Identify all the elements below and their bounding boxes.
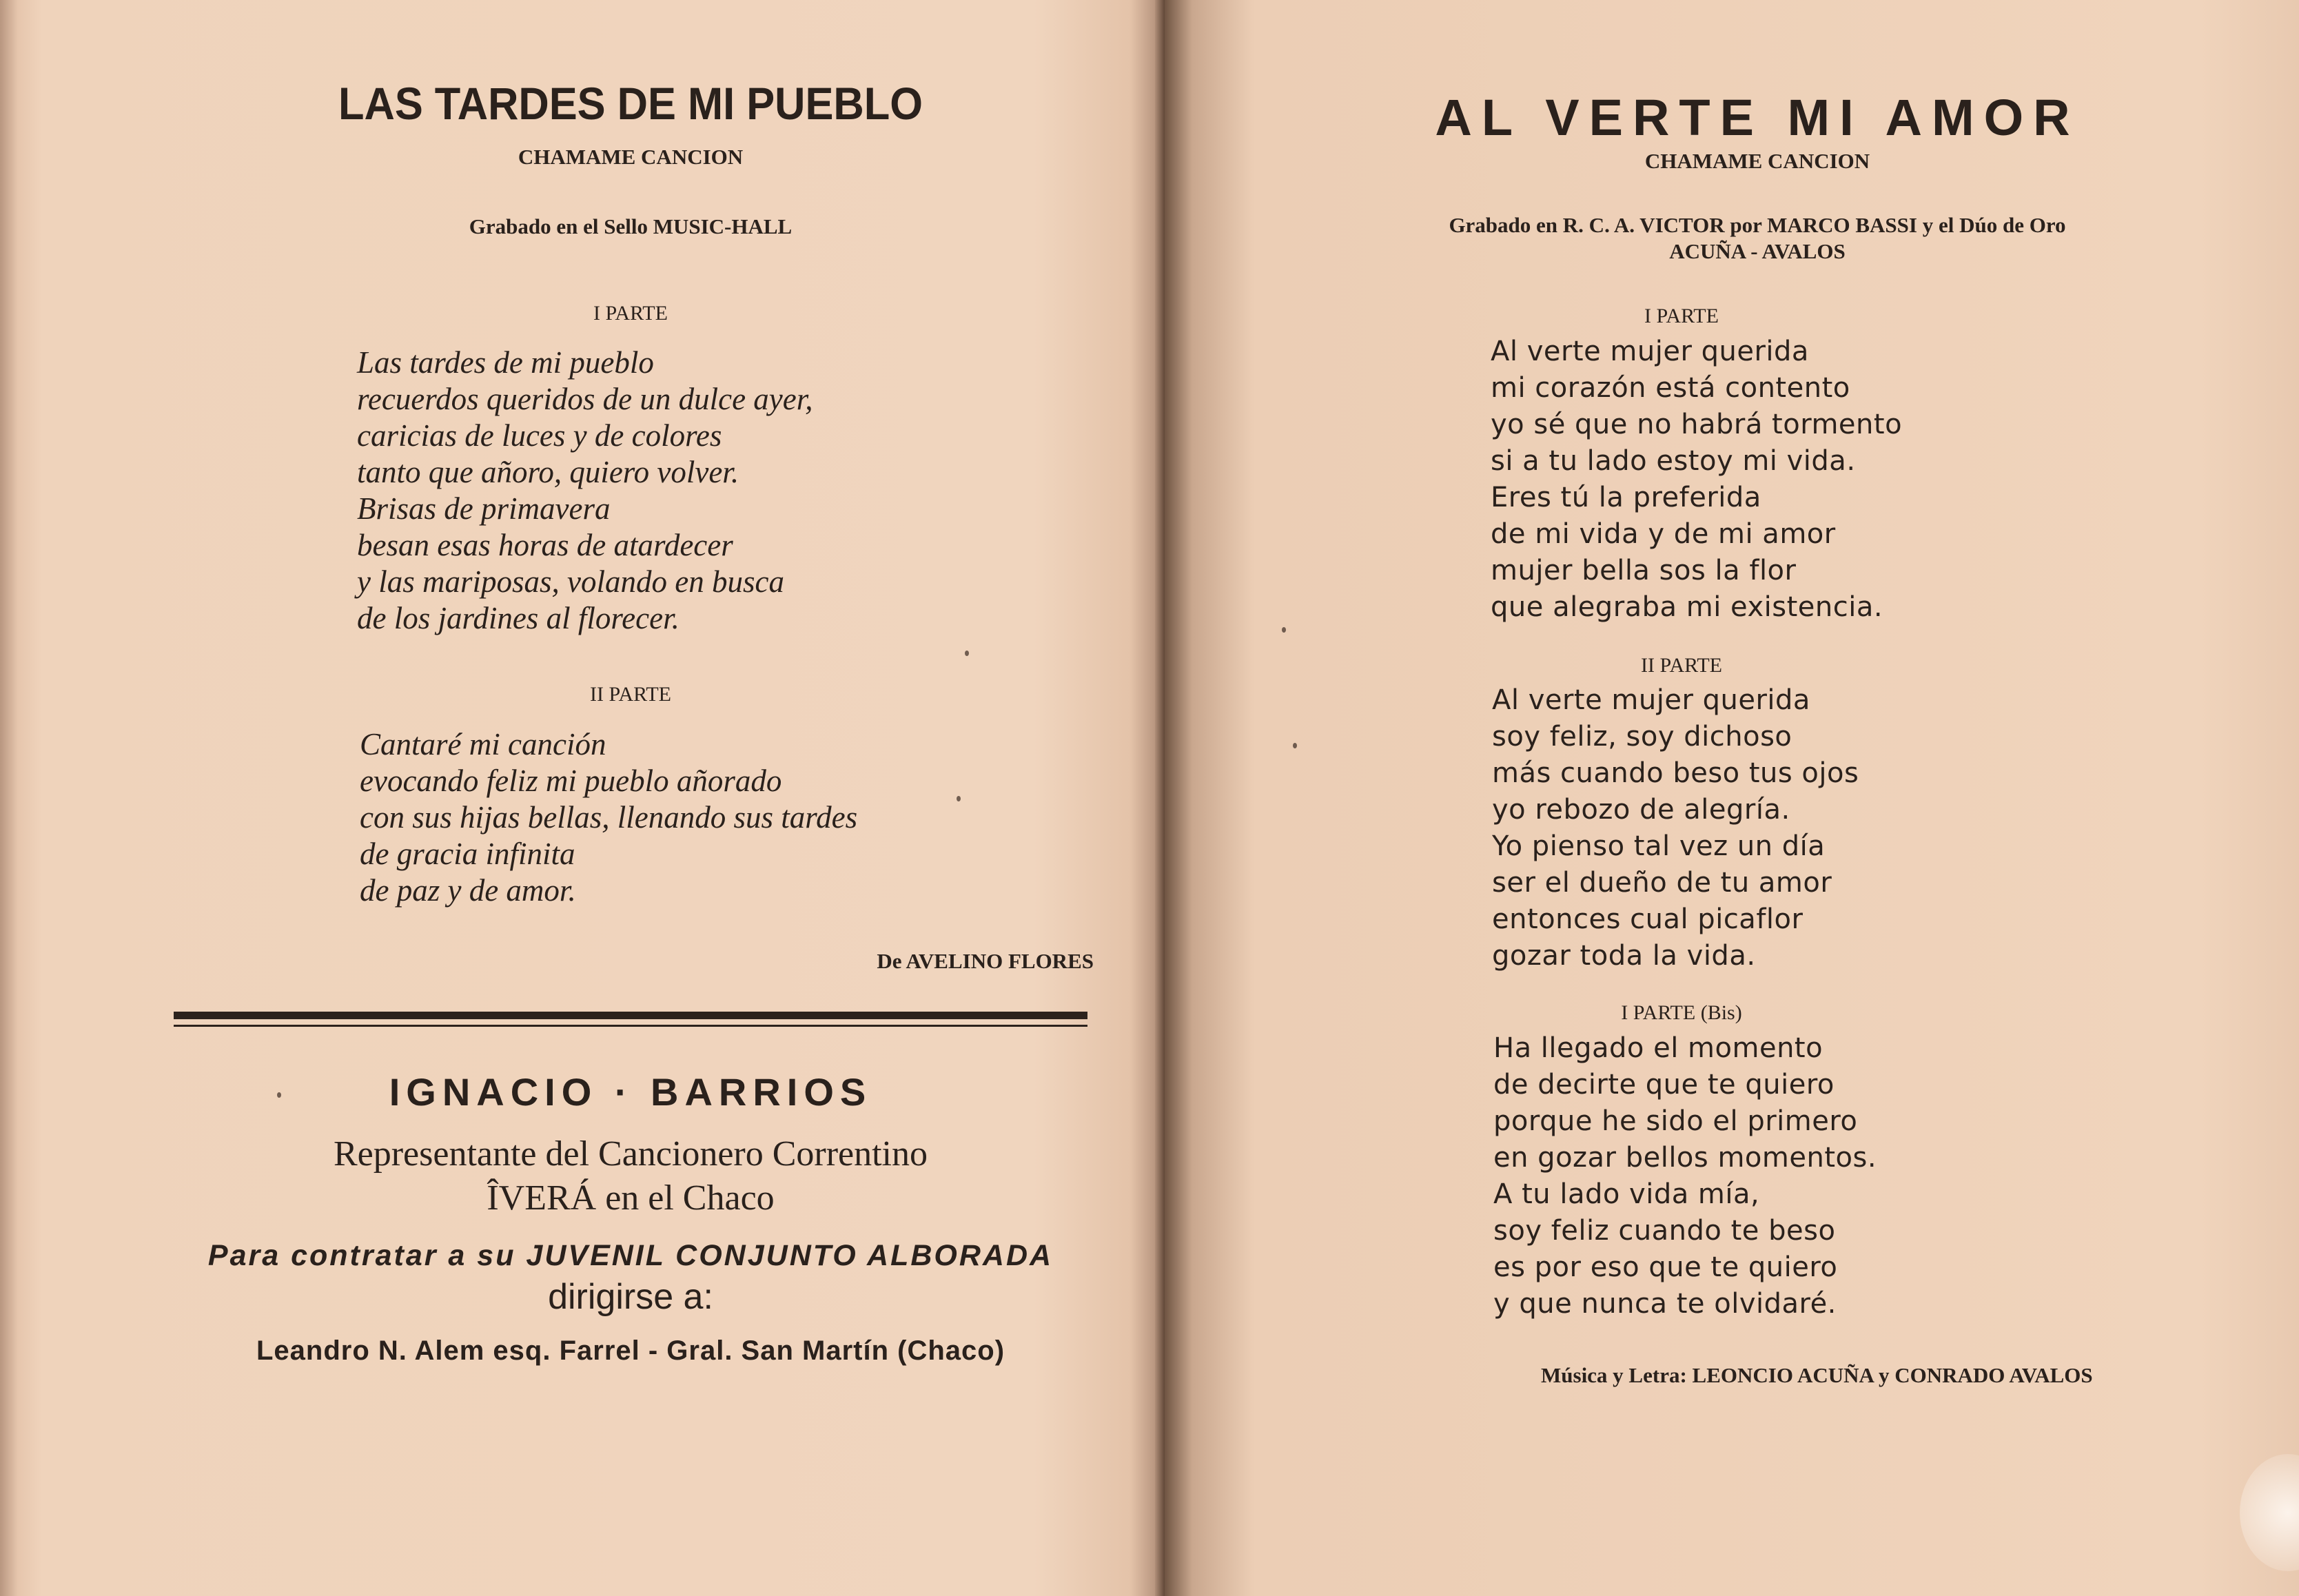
ad-line3: Para contratar a su JUVENIL CONJUNTO ALBORADA — [207, 1239, 1054, 1272]
verse-line: Las tardes de mi pueblo — [357, 345, 654, 380]
verse-line: más cuando beso tus ojos — [1492, 757, 1859, 789]
ad-line2: ÎVERÁ en el Chaco — [487, 1178, 775, 1218]
left-song-title: LAS TARDES DE MI PUEBLO — [338, 78, 923, 129]
left-part2-label: II PARTE — [590, 683, 671, 706]
right-page — [1165, 0, 2299, 1596]
right-part3-verse — [1493, 1030, 1877, 1322]
verse-line: recuerdos queridos de un dulce ayer, — [357, 382, 813, 416]
verse-line: entonces cual picaflor — [1492, 903, 1804, 935]
ink-speck — [277, 1092, 281, 1098]
ad-line1: Representante del Cancionero Correntino — [333, 1134, 928, 1174]
verse-line: en gozar bellos momentos. — [1493, 1142, 1877, 1174]
verse-line: de mi vida y de mi amor — [1491, 518, 1836, 550]
verse-line: con sus hijas bellas, llenando sus tardes — [360, 800, 858, 835]
verse-line: Yo pienso tal vez un día — [1492, 830, 1826, 862]
divider-rule-thin — [174, 1025, 1087, 1027]
verse-line: Ha llegado el momento — [1493, 1032, 1823, 1064]
left-part1-verse — [357, 345, 813, 637]
right-part2-label: II PARTE — [1641, 654, 1722, 677]
verse-line: Cantaré mi canción — [360, 727, 606, 761]
verse-line: mujer bella sos la flor — [1491, 555, 1797, 586]
left-credit: De AVELINO FLORES — [877, 949, 1094, 973]
left-part1-label: I PARTE — [593, 302, 668, 325]
right-part3-label: I PARTE (Bis) — [1621, 1001, 1742, 1024]
verse-line: evocando feliz mi pueblo añorado — [360, 764, 782, 798]
ink-speck — [1282, 627, 1286, 633]
ink-speck — [957, 796, 961, 801]
verse-line: de los jardines al florecer. — [357, 601, 680, 635]
verse-line: que alegraba mi existencia. — [1491, 591, 1883, 623]
right-recording-line2: ACUÑA - AVALOS — [1669, 239, 1846, 263]
verse-line: de gracia infinita — [360, 837, 575, 871]
verse-line: caricias de luces y de colores — [357, 418, 722, 453]
verse-line: de decirte que te quiero — [1493, 1069, 1835, 1101]
verse-line: yo sé que no habrá tormento — [1491, 409, 1903, 440]
left-part2-verse — [360, 726, 857, 909]
ad-address: Leandro N. Alem esq. Farrel - Gral. San Martín (Chaco) — [256, 1336, 1005, 1366]
verse-line: Al verte mujer querida — [1492, 684, 1810, 716]
right-recording-line1: Grabado en R. C. A. VICTOR por MARCO BASSI y el Dúo de Oro — [1449, 213, 2066, 237]
right-genre: CHAMAME CANCION — [1644, 149, 1870, 173]
verse-line: Brisas de primavera — [357, 491, 611, 526]
right-credit: Música y Letra: LEONCIO ACUÑA y CONRADO AVALOS — [1541, 1363, 2093, 1387]
right-part2-verse — [1492, 682, 1859, 974]
verse-line: si a tu lado estoy mi vida. — [1491, 445, 1856, 477]
right-song-title: AL VERTE MI AMOR — [1435, 89, 2080, 146]
verse-line: gozar toda la vida. — [1492, 940, 1756, 972]
verse-line: Al verte mujer querida — [1491, 336, 1809, 367]
ad-line4: dirigirse a: — [548, 1277, 713, 1317]
verse-line: Eres tú la preferida — [1491, 482, 1761, 513]
verse-line: yo rebozo de alegría. — [1492, 794, 1790, 826]
verse-line: mi corazón está contento — [1491, 372, 1850, 404]
verse-line: A tu lado vida mía, — [1493, 1178, 1760, 1210]
ink-speck — [1293, 743, 1297, 748]
verse-line: soy feliz cuando te beso — [1493, 1215, 1836, 1247]
divider-rule — [174, 1012, 1087, 1019]
verse-line: y las mariposas, volando en busca — [357, 564, 784, 599]
left-genre: CHAMAME CANCION — [518, 145, 744, 169]
verse-line: de paz y de amor. — [360, 873, 576, 908]
right-part1-label: I PARTE — [1644, 305, 1719, 327]
verse-line: ser el dueño de tu amor — [1492, 867, 1832, 899]
verse-line: es por eso que te quiero — [1493, 1251, 1838, 1283]
left-recording-note: Grabado en el Sello MUSIC-HALL — [469, 214, 793, 238]
verse-line: besan esas horas de atardecer — [357, 528, 733, 562]
ad-name: IGNACIO · BARRIOS — [389, 1070, 872, 1114]
verse-line: soy feliz, soy dichoso — [1492, 721, 1792, 753]
right-part1-verse — [1491, 334, 1902, 626]
verse-line: porque he sido el primero — [1493, 1105, 1858, 1137]
paper-stain — [2240, 1454, 2299, 1571]
ink-speck — [965, 651, 969, 656]
verse-line: tanto que añoro, quiero volver. — [357, 455, 739, 489]
verse-line: y que nunca te olvidaré. — [1493, 1288, 1837, 1320]
